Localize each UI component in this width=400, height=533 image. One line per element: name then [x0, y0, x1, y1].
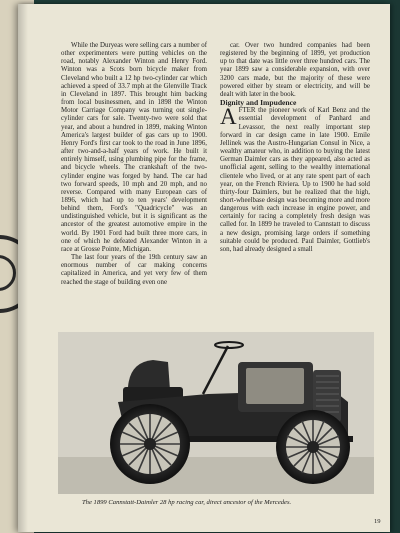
dropcap-paragraph-text: FTER the pioneer work of Karl Benz and the essential development of Panhard and Levassor, the next really important step forward in car design came in late 1900. Emile Jellinek was the Austro-Hungarian Consul in Nice, a wealthy amateur who, in addition to buying the latest German Daimler cars as they appeared, also acted as unofficial agent, selling to the wealthy international clientele who lived, or at any rate spent part of each year, on the French Riviera. Up to 1900 he had sold thirty-four Daimlers, but he realized that the high, short-wheelbase design was becoming more and more dangerous with each increase in engine power, and certainly for racing a completely fresh design was called for. In 1899 he traveled to Cannstatt to discuss a new design, promising large orders if something suitable could be produced. Paul Daimler, Gottlieb's son, had already designed a small: [220, 107, 370, 253]
drop-cap: A: [220, 104, 237, 130]
right-column: [220, 42, 370, 254]
right-continuation-paragraph: car. Over two hundred companies had been registered by the beginning of 1899, yet production up to that date was little over three hundred cars. The year 1899 saw a considerable expansion, with over 3200 cars made, but the majority of these were powered either by steam or electricity, and will be dealt with later in the book.: [220, 42, 370, 98]
left-paragraph-1: While the Duryeas were selling cars a number of other experimenters were putting vehicles on the road, notably Alexander Winton and Henry Ford. Winton was a Scots born bicycle maker from Cleveland who built a 12 hp two-cylinder car which achieved a speed of 33.7 mph at the Glenville Track in Cleveland in 1897. This brought him backing from local businessmen, and in 1898 the Winton Motor Carriage Company was turning out single-cylinder cars for sale. Twenty-two were sold that year, and about a hundred in 1899, making Winton America's largest builder of gas cars up to 1900. Henry Ford's first car took to the road in June 1896, after two-and-a-half years of work. He built it entirely himself, using plumbing pipe for the frame, and bicycle wheels. The crankshaft of the two-cylinder engine was forged by hand. The car had two forward speeds, 10 mph and 20 mph, and no reverse. Compared with many European cars of 1896, which had up to ten years' development behind them, Ford's "Quadricycle" was an undistinguished vehicle, but it is significant as the ancestor of the greatest automotive empire in the world. By 1901 Ford had built three more cars, in one of which he defeated Alexander Winton in a race at Grosse Pointe, Michigan.: [61, 42, 207, 253]
section-heading: Dignity and Impudence: [220, 98, 297, 108]
page-number: 19: [374, 518, 381, 525]
photo-caption: The 1899 Cannstatt-Daimler 28 hp racing car, direct ancestor of the Mercedes.: [82, 499, 292, 506]
left-column: [61, 42, 207, 287]
dropcap-paragraph: [220, 104, 370, 254]
racing-car-illustration: [58, 332, 374, 494]
car-photograph: [58, 332, 374, 494]
book-page: [18, 4, 390, 532]
book-cover-edge: [390, 0, 400, 533]
left-paragraph-2: The last four years of the 19th century saw an enormous number of car making concerns capitalized in America, and yet very few of them reached the stage of building even one: [61, 254, 207, 286]
